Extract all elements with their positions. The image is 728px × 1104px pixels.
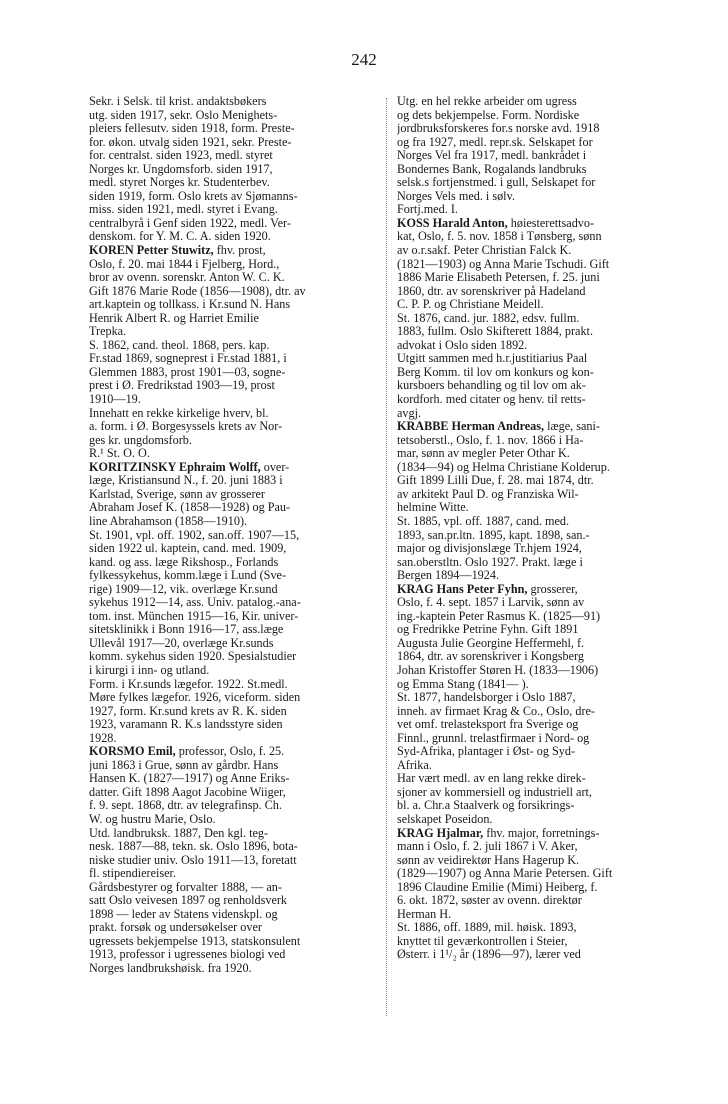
entry-head: KOSS Harald Anton,	[397, 216, 508, 230]
text-line: KORSMO Emil, professor, Oslo, f. 25.	[89, 745, 285, 759]
text-line: 1893, san.pr.ltn. 1895, kapt. 1898, san.-	[397, 528, 590, 542]
text-line: og Emma Stang (1841— ).	[397, 677, 529, 691]
text-line: Ullevål 1917—20, overlæge Kr.sunds	[89, 636, 274, 650]
text-line: Oslo, f. 20. mai 1844 i Fjelberg, Hord.,	[89, 257, 280, 271]
entry-head: KRAG Hans Peter Fyhn,	[397, 582, 528, 596]
text-line: (1821—1903) og Anna Marie Tschudi. Gift	[397, 257, 610, 271]
entry-head: KRABBE Herman Andreas,	[397, 420, 545, 434]
text-line: Østerr. i 1¹/₂ år (1896—97), lærer ved	[397, 948, 581, 962]
text-line: R.¹ St. O. O.	[89, 447, 150, 461]
text-line: Augusta Julie Georgine Heffermehl, f.	[397, 636, 585, 650]
text-line: komm. sykehus siden 1920. Spesialstudier	[89, 650, 297, 664]
text-line: Norges Vels med. i sølv.	[397, 189, 515, 203]
text-line: Utg. en hel rekke arbeider om ugress	[397, 95, 577, 108]
text-line: Norges Vel fra 1917, medl. bankrådet i	[397, 149, 587, 163]
text-line: Bergen 1894—1924.	[397, 569, 500, 583]
text-line: Bondernes Bank, Rogalands landbruks	[397, 162, 587, 176]
text-line: Hansen K. (1827—1917) og Anne Eriks-	[89, 772, 290, 786]
text-line: sjoner av kommersiell og industriell art,	[397, 785, 592, 799]
text-line: ges kr. ungdomsforb.	[89, 433, 192, 447]
text-line: siden 1922 ul. kaptein, cand. med. 1909,	[89, 542, 287, 556]
text-line: Utgitt sammen med h.r.justitiarius Paal	[397, 352, 588, 366]
text-line: og fra 1927, medl. repr.sk. Selskapet for	[397, 135, 593, 149]
text-line: KRAG Hjalmar, fhv. major, forretnings-	[397, 826, 600, 840]
entry-head: KRAG Hjalmar,	[397, 826, 484, 840]
text-line: (1834—94) og Helma Christiane Kolderup.	[397, 460, 610, 474]
text-line: KOSS Harald Anton, høiesterettsadvo-	[397, 216, 595, 230]
text-line: niske studier univ. Oslo 1911—13, foretatt	[89, 853, 297, 867]
text-line: C. P. P. og Christiane Meidell.	[397, 298, 544, 312]
text-line: KORITZINSKY Ephraim Wolff, over-	[89, 460, 290, 474]
text-line: Fr.stad 1869, sogneprest i Fr.stad 1881, i	[89, 352, 287, 366]
left-column	[89, 95, 377, 976]
text-line: for. økon. utvalg siden 1921, sekr. Preste-	[89, 135, 292, 149]
text-line: av o.r.sakf. Peter Christian Falck K.	[397, 244, 572, 258]
text-line: Fortj.med. I.	[397, 203, 458, 217]
text-line: tetsoberstl., Oslo, f. 1. nov. 1866 i Ha-	[397, 433, 584, 447]
text-line: Trepka.	[89, 325, 127, 339]
right-column	[397, 95, 685, 962]
text-line: fl. stipendiereiser.	[89, 867, 176, 881]
text-line: Norges kr. Ungdomsforb. siden 1917,	[89, 162, 273, 176]
text-line: mar, sønn av megler Peter Othar K.	[397, 447, 570, 461]
text-line: Henrik Albert R. og Harriet Emilie	[89, 311, 259, 325]
text-line: pleiers fellesutv. siden 1918, form. Preste-	[89, 122, 295, 136]
text-line: Syd-Afrika, plantager i Øst- og Syd-	[397, 745, 576, 759]
text-line: læge, Kristiansund N., f. 20. juni 1883 i	[89, 474, 283, 488]
text-line: Møre fylkes lægefor. 1926, viceform. siden	[89, 691, 301, 705]
text-line: Finnl., grunnl. trelastfirmaer i Nord- og	[397, 731, 590, 745]
text-line: kursboers behandling og til lov om ak-	[397, 379, 586, 393]
text-line: KRABBE Herman Andreas, læge, sani-	[397, 420, 600, 434]
text-line: Gift 1899 Lilli Due, f. 28. mai 1874, dtr.	[397, 474, 594, 488]
text-line: 1898 — leder av Statens videnskpl. og	[89, 907, 278, 921]
text-line: av arkitekt Paul D. og Franziska Wil-	[397, 487, 579, 501]
text-line: St. 1886, off. 1889, mil. høisk. 1893,	[397, 921, 577, 935]
entry-head: KORSMO Emil,	[89, 745, 176, 759]
text-line: 1886 Marie Elisabeth Petersen, f. 25. juni	[397, 271, 600, 285]
text-line: miss. siden 1921, medl. styret i Evang.	[89, 203, 278, 217]
text-line: og dets bekjempelse. Form. Nordiske	[397, 108, 580, 122]
text-line: utg. siden 1917, sekr. Oslo Menighets-	[89, 108, 278, 122]
text-line: selskapet Poseidon.	[397, 812, 493, 826]
text-line: Oslo, f. 4. sept. 1857 i Larvik, sønn av	[397, 596, 585, 610]
text-line: kat, Oslo, f. 5. nov. 1858 i Tønsberg, sønn	[397, 230, 602, 244]
column-divider	[386, 98, 387, 1016]
text-line: tom. inst. München 1915—16, Kir. univer-	[89, 609, 299, 623]
text-line: St. 1877, handelsborger i Oslo 1887,	[397, 691, 576, 705]
text-line: KOREN Petter Stuwitz, fhv. prost,	[89, 244, 266, 258]
text-line: datter. Gift 1898 Aagot Jacobine Wiiger,	[89, 785, 286, 799]
text-line: Innehatt en rekke kirkelige hverv, bl.	[89, 406, 269, 420]
text-line: Gift 1876 Marie Rode (1856—1908), dtr. av	[89, 284, 306, 298]
text-line: rige) 1909—12, vik. overlæge Kr.sund	[89, 582, 278, 596]
text-line: advokat i Oslo siden 1892.	[397, 338, 528, 352]
text-line: Norges landbrukshøisk. fra 1920.	[89, 962, 252, 975]
text-line: sønn av veidirektør Hans Hagerup K.	[397, 853, 580, 867]
text-line: nesk. 1887—88, tekn. sk. Oslo 1896, bota-	[89, 840, 298, 854]
text-line: i kirurgi i inn- og utland.	[89, 663, 210, 677]
text-line: inneh. av firmaet Krag & Co., Oslo, dre-	[397, 704, 595, 718]
text-line: Abraham Josef K. (1858—1928) og Pau-	[89, 501, 291, 515]
text-line: Herman H.	[397, 907, 452, 921]
text-line: Form. i Kr.sunds lægefor. 1922. St.medl.	[89, 677, 288, 691]
text-line: selsk.s fortjenstmed. i gull, Selskapet for	[397, 176, 596, 190]
text-line: mann i Oslo, f. 2. juli 1867 i V. Aker,	[397, 840, 578, 854]
text-line: bror av ovenn. sorenskr. Anton W. C. K.	[89, 271, 285, 285]
text-line: St. 1901, vpl. off. 1902, san.off. 1907—15,	[89, 528, 300, 542]
text-line: Berg Komm. til lov om konkurs og kon-	[397, 365, 594, 379]
text-line: 1896 Claudine Emilie (Mimi) Heiberg, f.	[397, 880, 598, 894]
text-line: san.oberstltn. Oslo 1927. Prakt. læge i	[397, 555, 583, 569]
text-line: ugressets bekjempelse 1913, statskonsulent	[89, 934, 301, 948]
text-line: kand. og ass. læge Rikshosp., Forlands	[89, 555, 279, 569]
text-line: (1829—1907) og Anna Marie Petersen. Gift	[397, 867, 613, 881]
entry-head: KOREN Petter Stuwitz,	[89, 244, 214, 258]
text-line: jordbruksforskeres for.s norske avd. 1918	[397, 122, 600, 136]
text-line: helmine Witte.	[397, 501, 469, 515]
text-line: 6. okt. 1872, søster av ovenn. direktør	[397, 894, 582, 908]
text-line: art.kaptein og tollkass. i Kr.sund N. Hans	[89, 298, 291, 312]
text-line: Utd. landbruksk. 1887, Den kgl. teg-	[89, 826, 269, 840]
text-line: kordforh. med citater og henv. til retts-	[397, 393, 586, 407]
text-line: 1927, form. Kr.sund krets av R. K. siden	[89, 704, 287, 718]
text-line: prest i Ø. Fredrikstad 1903—19, prost	[89, 379, 275, 393]
text-line: 1860, dtr. av sorenskriver på Hadeland	[397, 284, 586, 298]
text-line: St. 1876, cand. jur. 1882, edsv. fullm.	[397, 311, 580, 325]
entry-head: KORITZINSKY Ephraim Wolff,	[89, 460, 261, 474]
text-line: ing.-kaptein Peter Rasmus K. (1825—91)	[397, 609, 601, 623]
text-line: KRAG Hans Peter Fyhn, grosserer,	[397, 582, 578, 596]
text-line: for. centralst. siden 1923, medl. styret	[89, 149, 273, 163]
text-line: prakt. forsøk og undersøkelser over	[89, 921, 262, 935]
text-line: Afrika.	[397, 758, 432, 772]
text-line: line Abrahamson (1858—1910).	[89, 514, 248, 528]
text-line: major og divisjonslæge Tr.hjem 1924,	[397, 542, 582, 556]
text-line: og Fredrikke Petrine Fyhn. Gift 1891	[397, 623, 579, 637]
text-line: a. form. i Ø. Borgesyssels krets av Nor-	[89, 420, 283, 434]
text-line: siden 1919, form. Oslo krets av Sjømanns-	[89, 189, 298, 203]
text-line: knyttet til geværkontrollen i Steier,	[397, 934, 568, 948]
text-line: W. og hustru Marie, Oslo.	[89, 812, 216, 826]
text-line: avgj.	[397, 406, 422, 420]
text-line: 1883, fullm. Oslo Skifterett 1884, prakt.	[397, 325, 593, 339]
text-line: juni 1863 i Grue, sønn av gårdbr. Hans	[89, 758, 279, 772]
text-line: Johan Kristoffer Støren H. (1833—1906)	[397, 663, 599, 677]
text-line: 1923, varamann R. K.s landsstyre siden	[89, 718, 283, 732]
text-line: 1913, professor i ugressenes biologi ved	[89, 948, 286, 962]
text-line: sykehus 1912—14, ass. Univ. patalog.-ana-	[89, 596, 301, 610]
text-line: medl. styret Norges kr. Studenterbev.	[89, 176, 270, 190]
text-line: Har vært medl. av en lang rekke direk-	[397, 772, 586, 786]
text-line: 1864, dtr. av sorenskriver i Kongsberg	[397, 650, 584, 664]
text-line: Sekr. i Selsk. til krist. andaktsbøkers	[89, 95, 267, 108]
text-line: f. 9. sept. 1868, dtr. av telegrafinsp. Ch.	[89, 799, 282, 813]
text-line: Gårdsbestyrer og forvalter 1888, — an-	[89, 880, 282, 894]
text-line: satt Oslo veivesen 1897 og renholdsverk	[89, 894, 288, 908]
text-line: St. 1885, vpl. off. 1887, cand. med.	[397, 514, 570, 528]
text-line: Glemmen 1883, prost 1901—03, sogne-	[89, 365, 286, 379]
text-line: bl. a. Chr.a Staalverk og forsikrings-	[397, 799, 575, 813]
text-line: denskom. for Y. M. C. A. siden 1920.	[89, 230, 271, 244]
text-line: centralbyrå i Genf siden 1922, medl. Ver-	[89, 216, 291, 230]
text-line: Karlstad, Sverige, sønn av grosserer	[89, 487, 265, 501]
text-line: 1928.	[89, 731, 117, 745]
page-number: 242	[351, 50, 377, 69]
text-line: S. 1862, cand. theol. 1868, pers. kap.	[89, 338, 270, 352]
text-line: vet omf. trelasteksport fra Sverige og	[397, 718, 579, 732]
text-line: 1910—19.	[89, 393, 141, 407]
text-line: sitetsklinikk i Bonn 1916—17, ass.læge	[89, 623, 284, 637]
text-line: fylkessykehus, komm.læge i Lund (Sve-	[89, 569, 287, 583]
